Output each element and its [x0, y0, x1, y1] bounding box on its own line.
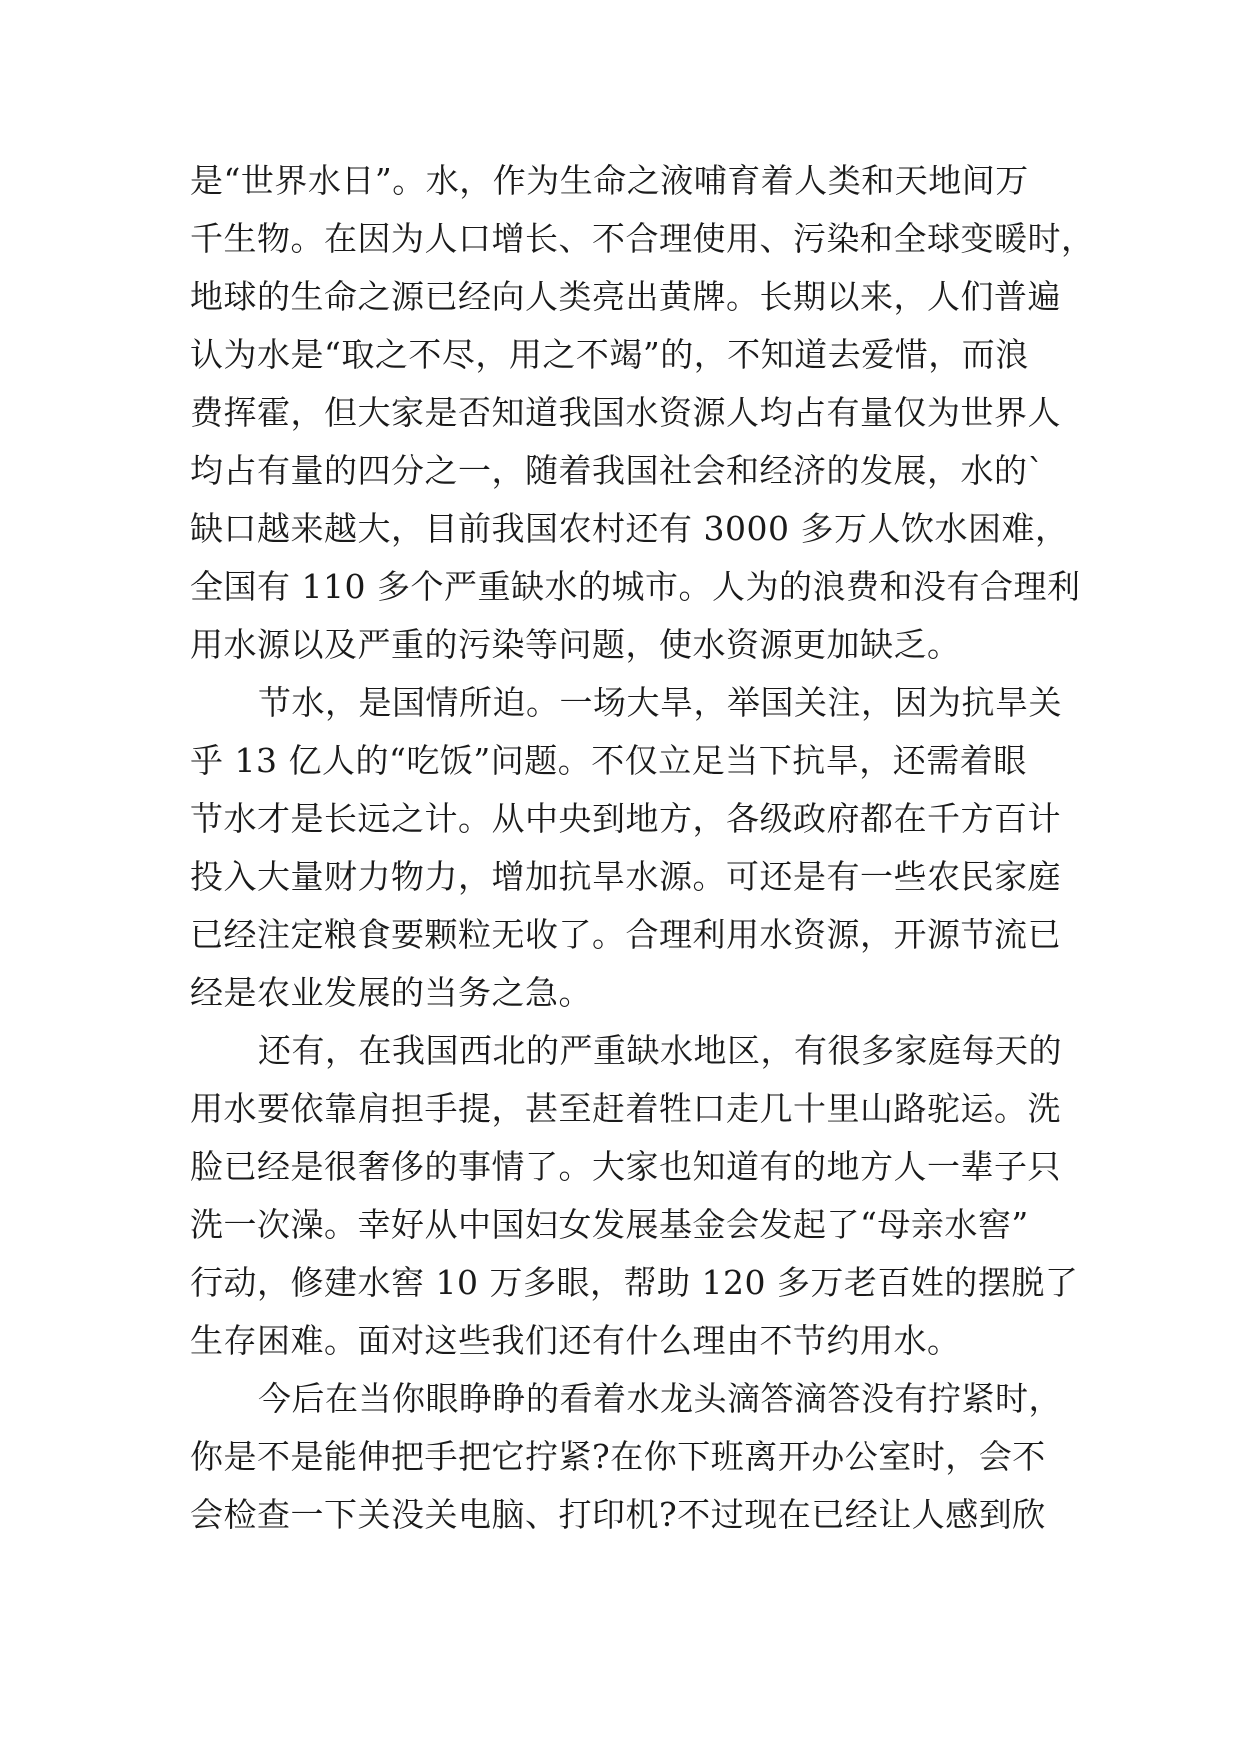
text-line: 还有，在我国西北的严重缺水地区，有很多家庭每天的	[258, 1031, 1062, 1070]
text-line: 经是农业发展的当务之急。	[190, 973, 592, 1012]
text-line: 节水才是长远之计。从中央到地方，各级政府都在千方百计	[190, 799, 1061, 838]
text-line: 你是不是能伸把手把它拧紧?在你下班离开办公室时，会不	[190, 1437, 1046, 1476]
text-line: 会检查一下关没关电脑、打印机?不过现在已经让人感到欣	[190, 1495, 1046, 1534]
text-line: 脸已经是很奢侈的事情了。大家也知道有的地方人一辈子只	[190, 1147, 1061, 1186]
text-line: 用水要依靠肩担手提，甚至赶着牲口走几十里山路驼运。洗	[190, 1089, 1061, 1128]
text-line: 用水源以及严重的污染等问题，使水资源更加缺乏。	[190, 625, 961, 664]
text-line: 生存困难。面对这些我们还有什么理由不节约用水。	[190, 1321, 961, 1360]
paragraph	[190, 152, 1095, 674]
text-line: 洗一次澡。幸好从中国妇女发展基金会发起了“母亲水窖”	[190, 1205, 1029, 1244]
text-line: 节水，是国情所迫。一场大旱，举国关注，因为抗旱关	[258, 683, 1062, 722]
text-line: 均占有量的四分之一，随着我国社会和经济的发展，水的`	[190, 451, 1045, 490]
text-line: 是“世界水日”。水，作为生命之液哺育着人类和天地间万	[190, 161, 1029, 200]
paragraph	[190, 674, 1090, 1022]
text-line: 投入大量财力物力，增加抗旱水源。可还是有一些农民家庭	[190, 857, 1061, 896]
text-line: 已经注定粮食要颗粒无收了。合理利用水资源，开源节流已	[190, 915, 1061, 954]
body-text	[190, 152, 1095, 1544]
text-line: 缺口越来越大，目前我国农村还有 3000 多万人饮水困难，	[190, 509, 1069, 548]
text-line: 全国有 110 多个严重缺水的城市。人为的浪费和没有合理利	[190, 567, 1081, 606]
text-line: 认为水是“取之不尽，用之不竭”的，不知道去爱惜，而浪	[190, 335, 1029, 374]
text-line: 地球的生命之源已经向人类亮出黄牌。长期以来，人们普遍	[190, 277, 1061, 316]
text-line: 今后在当你眼睁睁的看着水龙头滴答滴答没有拧紧时，	[258, 1379, 1062, 1418]
text-line: 乎 13 亿人的“吃饭”问题。不仅立足当下抗旱，还需着眼	[190, 741, 1027, 780]
text-line: 千生物。在因为人口增长、不合理使用、污染和全球变暖时，	[190, 219, 1095, 258]
text-line: 行动，修建水窖 10 万多眼，帮助 120 多万老百姓的摆脱了	[190, 1263, 1079, 1302]
paragraph	[190, 1370, 1090, 1544]
paragraph	[190, 1022, 1090, 1370]
text-line: 费挥霍，但大家是否知道我国水资源人均占有量仅为世界人	[190, 393, 1061, 432]
